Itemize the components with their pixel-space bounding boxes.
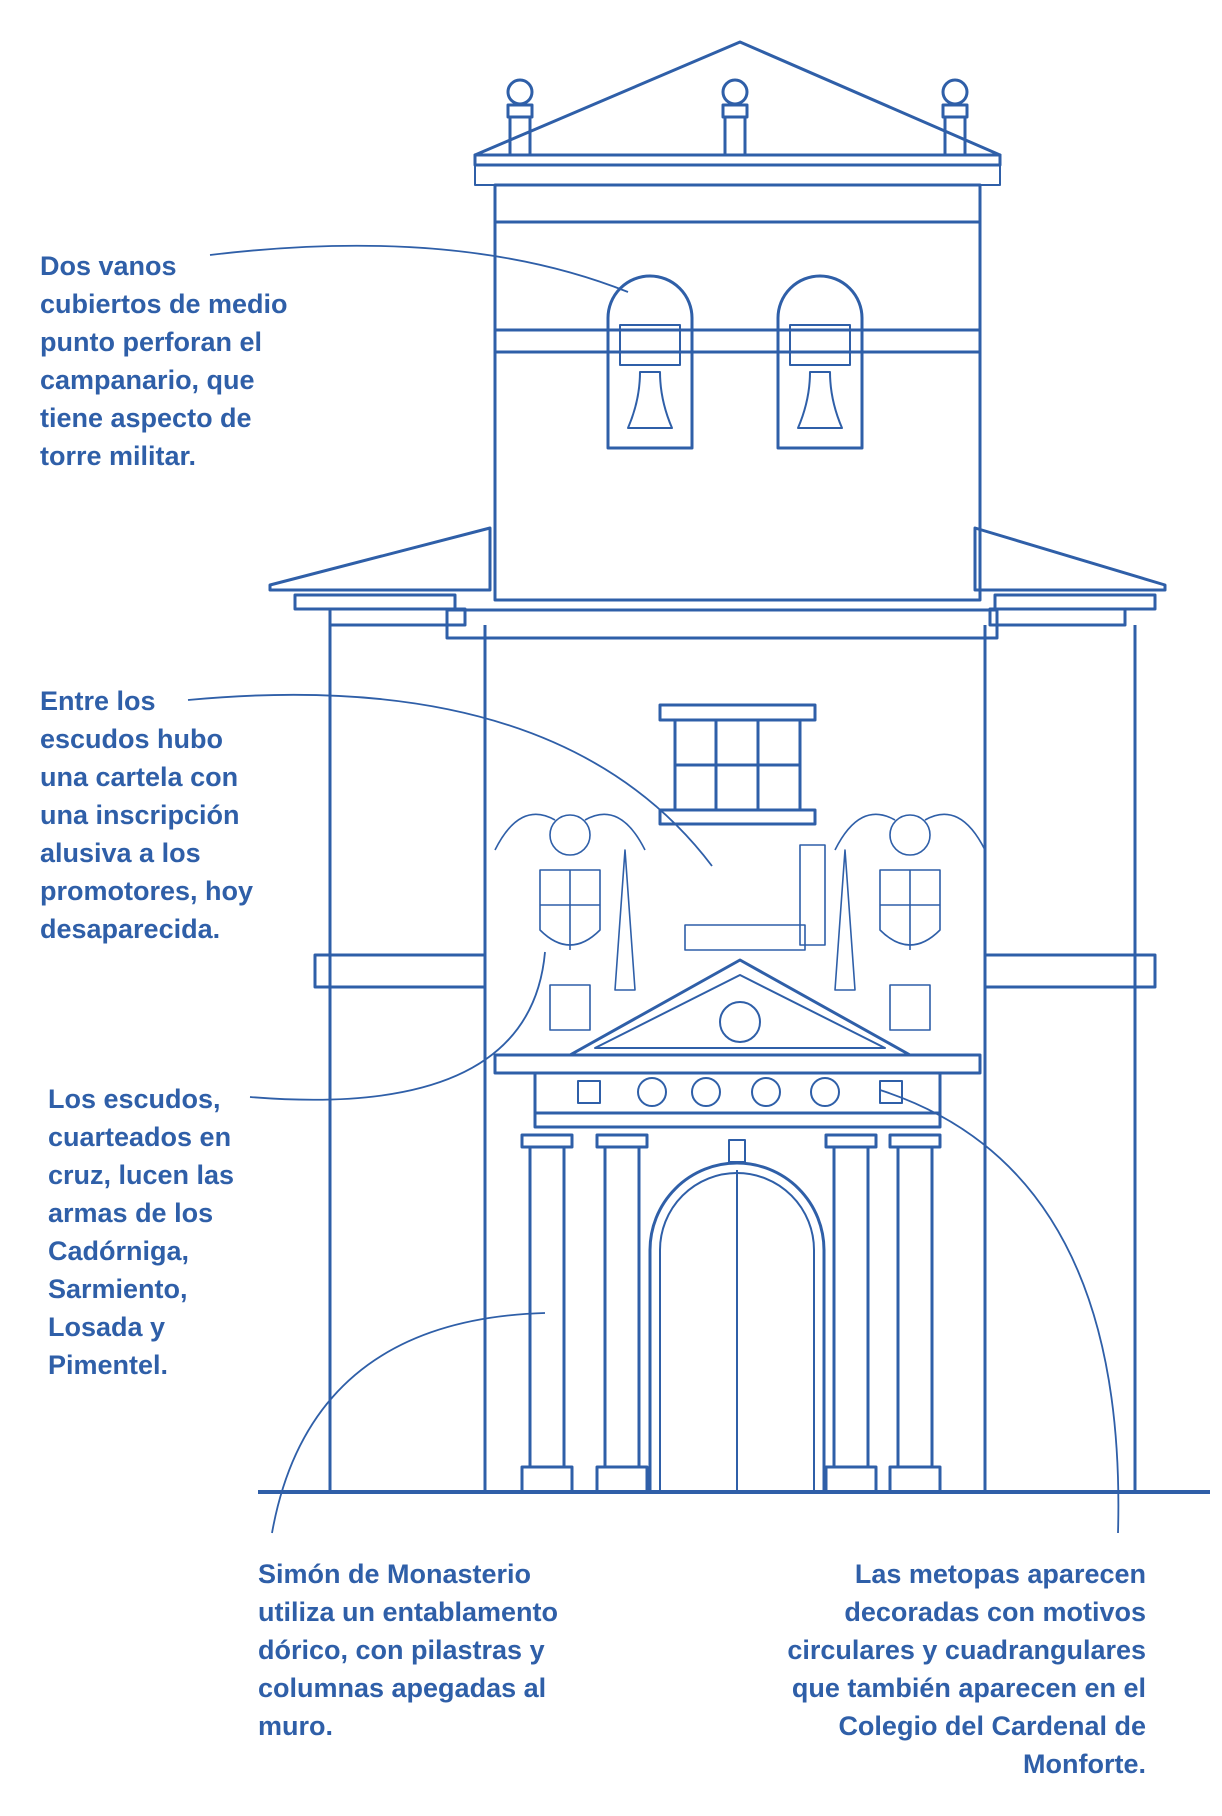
- leader-cartela: [188, 695, 712, 866]
- note-line: una inscripción: [40, 800, 240, 830]
- leader-escudos: [250, 952, 545, 1100]
- note-line: Cadórniga,: [48, 1236, 190, 1266]
- note-line: decoradas con motivos: [844, 1597, 1146, 1627]
- arched-doorway: [650, 1140, 824, 1492]
- note-line: cubiertos de medio: [40, 289, 288, 319]
- note-line: Simón de Monasterio: [258, 1559, 532, 1589]
- note-line: campanario, que: [40, 365, 255, 395]
- note-line: cuarteados en: [48, 1122, 232, 1152]
- note-line: cruz, lucen las: [48, 1160, 235, 1190]
- bell-tower-note: [40, 247, 288, 475]
- note-line: circulares y cuadrangulares: [787, 1635, 1146, 1665]
- note-line: promotores, hoy: [40, 876, 254, 906]
- columns: [522, 1135, 940, 1492]
- bell-tower: [475, 42, 1000, 600]
- note-line: Las metopas aparecen: [854, 1559, 1146, 1589]
- note-line: escudos hubo: [40, 724, 224, 754]
- note-line: Pimentel.: [48, 1350, 169, 1380]
- note-line: dórico, con pilastras y: [258, 1635, 545, 1665]
- note-line: Entre los: [40, 686, 156, 716]
- metopas-note: [787, 1555, 1146, 1783]
- note-line: desaparecida.: [40, 914, 221, 944]
- note-line: muro.: [258, 1711, 334, 1741]
- note-line: torre militar.: [40, 441, 197, 471]
- dorico-note: [258, 1555, 558, 1745]
- note-line: tiene aspecto de: [40, 403, 252, 433]
- note-line: que también aparecen en el: [791, 1673, 1146, 1703]
- note-line: armas de los: [48, 1198, 214, 1228]
- note-line: Los escudos,: [48, 1084, 221, 1114]
- leader-dorico: [272, 1313, 545, 1533]
- note-line: columnas apegadas al: [258, 1673, 547, 1703]
- coats-of-arms: [495, 814, 985, 1030]
- side-wings: [270, 528, 1165, 1492]
- note-line: Colegio del Cardenal de: [838, 1711, 1146, 1741]
- note-line: Sarmiento,: [48, 1274, 188, 1304]
- note-line: Losada y: [48, 1312, 166, 1342]
- upper-window: [660, 705, 815, 824]
- escudos-note: [48, 1080, 234, 1384]
- note-line: utiliza un entablamento: [258, 1597, 559, 1627]
- note-line: una cartela con: [40, 762, 239, 792]
- main-cornice: [447, 610, 997, 638]
- note-line: Monforte.: [1023, 1749, 1146, 1779]
- note-line: Dos vanos: [40, 251, 177, 281]
- cartela-note: [40, 682, 253, 948]
- note-line: alusiva a los: [40, 838, 201, 868]
- note-line: punto perforan el: [40, 327, 262, 357]
